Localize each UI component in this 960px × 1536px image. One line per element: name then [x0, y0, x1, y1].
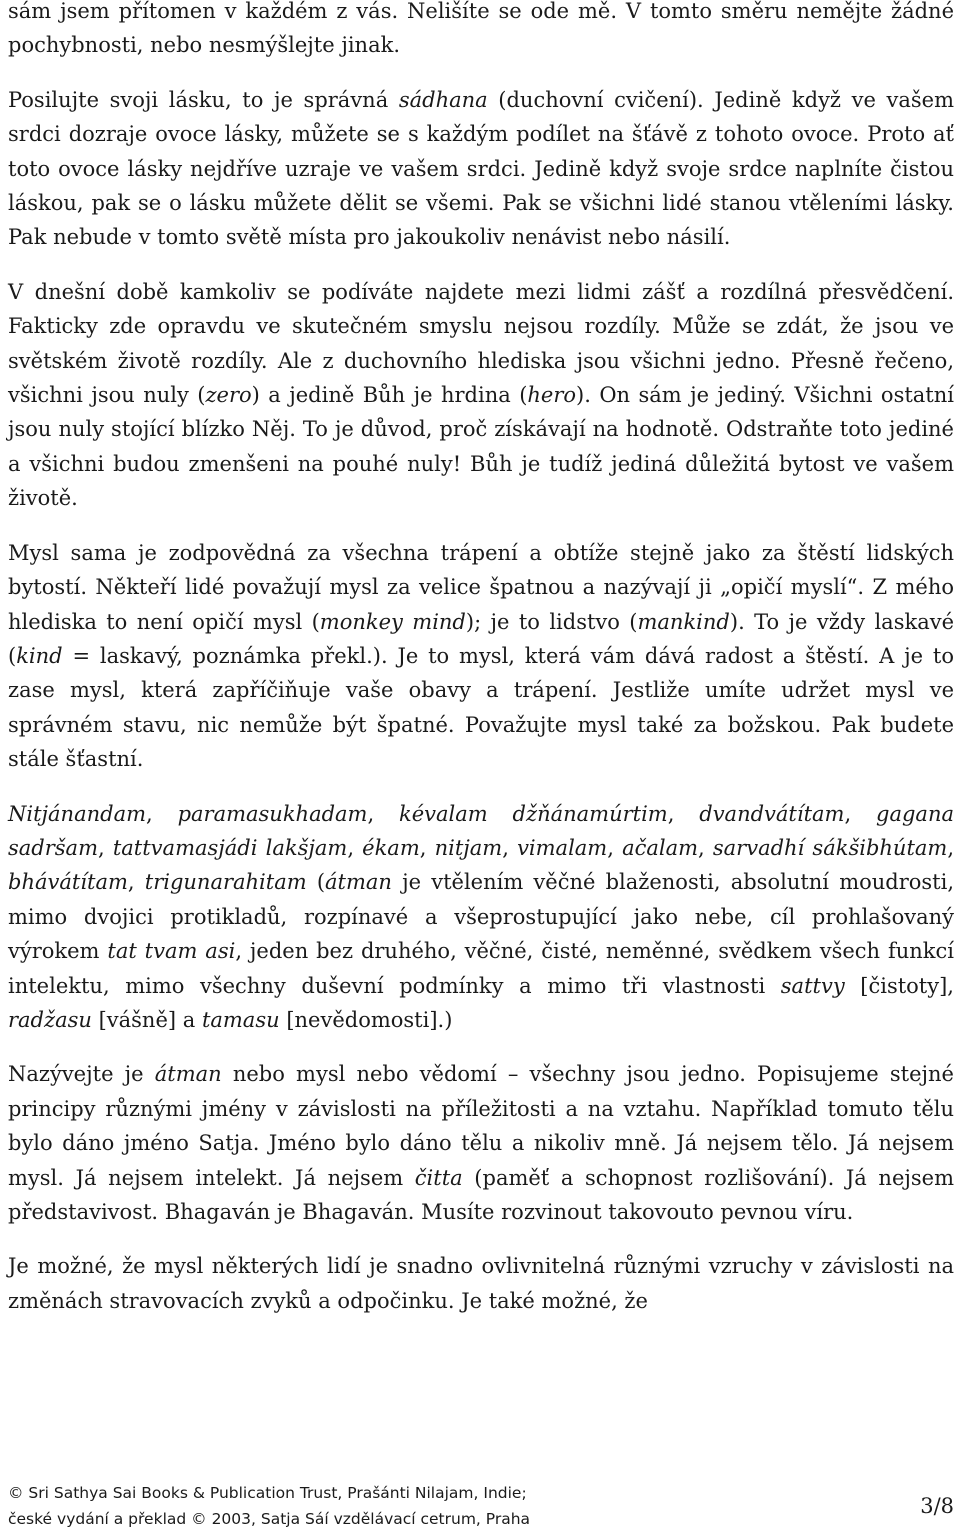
italic-term: bhávátítam [8, 870, 128, 895]
italic-term: tattvamasjádi lakšjam [112, 835, 348, 860]
text-run: [nevědomosti].) [279, 1007, 453, 1032]
paragraph-5 [8, 797, 954, 1038]
italic-term: sádhana [398, 87, 488, 112]
italic-term: monkey mind [319, 609, 466, 634]
paragraph-3 [8, 275, 954, 516]
paragraph-2 [8, 83, 954, 255]
text-run: ); je to lidstvo ( [465, 609, 638, 634]
italic-term: mankind [637, 609, 730, 634]
text-run: Je možné, že mysl některých lidí je snadno ovlivnitelná různými vzruchy v závislosti na změnách stravovacích zvyků a odpočinku. Je také možné, že [8, 1254, 954, 1313]
text-run: , [698, 835, 713, 860]
italic-term: átman [154, 1062, 222, 1087]
text-run: , [127, 870, 145, 895]
italic-term: vimalam [517, 835, 608, 860]
italic-term: nitjam [434, 835, 503, 860]
italic-term: gagana sadršam [8, 801, 954, 860]
text-run: (duchovní cvičení). Jedině když ve vašem srdci dozraje ovoce lásky, můžete se s každým podílet na šťávě z tohoto ovoce. Proto ať toto ovoce lásky nejdříve uzraje ve vašem srdci. Jedině když svoje srdce naplníte čistou láskou, pak se o lásku můžete dělit se všemi. Pak se všichni lidé stanou vtěleními lásky. Pak nebude v tomto světě místa pro jakoukoliv nenávist nebo násilí. [8, 87, 955, 250]
text-run: ). On sám je jediný. Všichni ostatní jsou nuly stojící blízko Něj. To je důvod, proč získávají na hodnotě. Odstraňte toto jediné a všichni budou zmenšeni na pouhé nuly! Bůh je tudíž jediná důležitá bytost ve vašem životě. [8, 383, 954, 511]
italic-term: ékam [362, 835, 420, 860]
text-run: Mysl sama je zodpovědná za všechna trápení a obtíže stejně jako za štěstí lidských bytostí. Někteří lidé považují mysl za velice špatnou a nazývají ji „opičí myslí“. Z mého hlediska to není opičí mysl ( [8, 540, 954, 634]
text-run: , [146, 801, 178, 826]
italic-term: hero [527, 383, 577, 408]
text-run: , [844, 801, 877, 826]
copyright-line-2: české vydání a překlad © 2003, Satja Sáí vzdělávací cetrum, Praha [8, 1510, 531, 1528]
italic-term: paramasukhadam [177, 801, 368, 826]
text-run: , [347, 835, 363, 860]
text-run: Nazývejte je [8, 1062, 155, 1087]
text-run: , jeden bez druhého, věčné, čisté, neměnné, svědkem všech funkcí intelektu, mimo všechny duševní podmínky a mimo tři vlastnosti [8, 939, 954, 998]
text-run: ( [306, 870, 326, 895]
italic-term: sarvadhí sákšibhútam [712, 835, 948, 860]
text-run: [čistoty], [844, 973, 954, 998]
italic-term: radžasu [8, 1007, 92, 1032]
page-footer [8, 1480, 954, 1532]
document-page [8, 0, 954, 1318]
text-run: , [502, 835, 518, 860]
italic-term: tat tvam asi [107, 939, 236, 964]
text-run: , [98, 835, 113, 860]
text-run: nebo mysl nebo vědomí – všechny jsou jedno. Popisujeme stejné principy různými jmény v závislosti na příležitosti a na vztahu. Například tomuto tělu bylo dáno jméno Satja. Jméno bylo dáno tělu a nikoliv mně. Já nejsem tělo. Já nejsem mysl. Já nejsem intelekt. Já nejsem [8, 1062, 954, 1190]
italic-term: ačalam [622, 835, 699, 860]
italic-term: dvandvátítam [699, 801, 845, 826]
text-run: , [607, 835, 623, 860]
text-run: , [419, 835, 435, 860]
copyright-notice [8, 1480, 530, 1532]
text-run: sám jsem přítomen v každém z vás. Nelišíte se ode mě. V tomto směru nemějte žádné pochybnosti, nebo nesmýšlejte jinak. [8, 0, 954, 58]
paragraph-7 [8, 1249, 954, 1318]
italic-term: trigunarahitam [144, 870, 307, 895]
paragraph-1 [8, 0, 954, 63]
italic-term: kind [16, 643, 63, 668]
text-run: ) a jedině Bůh je hrdina ( [251, 383, 528, 408]
text-run: , [367, 801, 400, 826]
text-run: Posilujte svoji lásku, to je správná [8, 87, 399, 112]
text-run: V dnešní době kamkoliv se podíváte najdete mezi lidmi zášť a rozdílná přesvědčení. Fakticky zde opravdu ve skutečném smyslu nejsou rozdíly. Může se zdát, že jsou ve světském životě rozdíly. Ale z duchovního hlediska jsou všichni jedno. Přesně řečeno, všichni jsou nuly ( [8, 279, 954, 408]
italic-term: átman [325, 870, 392, 895]
page-number: 3/8 [920, 1494, 954, 1518]
italic-term: kévalam džňánamúrtim [399, 801, 668, 826]
copyright-line-1: © Sri Sathya Sai Books & Publication Trust, Prašánti Nilajam, Indie; [8, 1484, 527, 1502]
italic-term: zero [205, 383, 252, 408]
text-run: , [667, 801, 700, 826]
paragraph-4 [8, 536, 954, 777]
italic-term: sattvy [780, 973, 845, 998]
text-run: je vtělením věčné blaženosti, absolutní moudrosti, mimo dvojici protikladů, rozpínavé a všeprostupující jako nebe, cíl prohlašovaný výrokem [8, 870, 955, 964]
text-run: [vášně] a [91, 1007, 202, 1032]
italic-term: čitta [414, 1165, 463, 1190]
text-run: (paměť a schopnost rozlišování). Já nejsem představivost. Bhagaván je Bhagaván. Musíte rozvinout takovouto pevnou víru. [8, 1165, 954, 1224]
paragraph-6 [8, 1057, 954, 1229]
italic-term: Nitjánandam [8, 801, 147, 826]
text-run: = laskavý, poznámka překl.). Je to mysl, která vám dává radost a štěstí. A je to zase mysl, která zapříčiňuje vaše obavy a trápení. Jestliže umíte udržet mysl ve správném stavu, nic nemůže být špatné. Považujte mysl také za božskou. Pak budete stále šťastní. [8, 643, 954, 772]
text-run: ). To je vždy laskavé ( [8, 609, 955, 668]
text-run: , [947, 835, 955, 860]
italic-term: tamasu [201, 1007, 280, 1032]
